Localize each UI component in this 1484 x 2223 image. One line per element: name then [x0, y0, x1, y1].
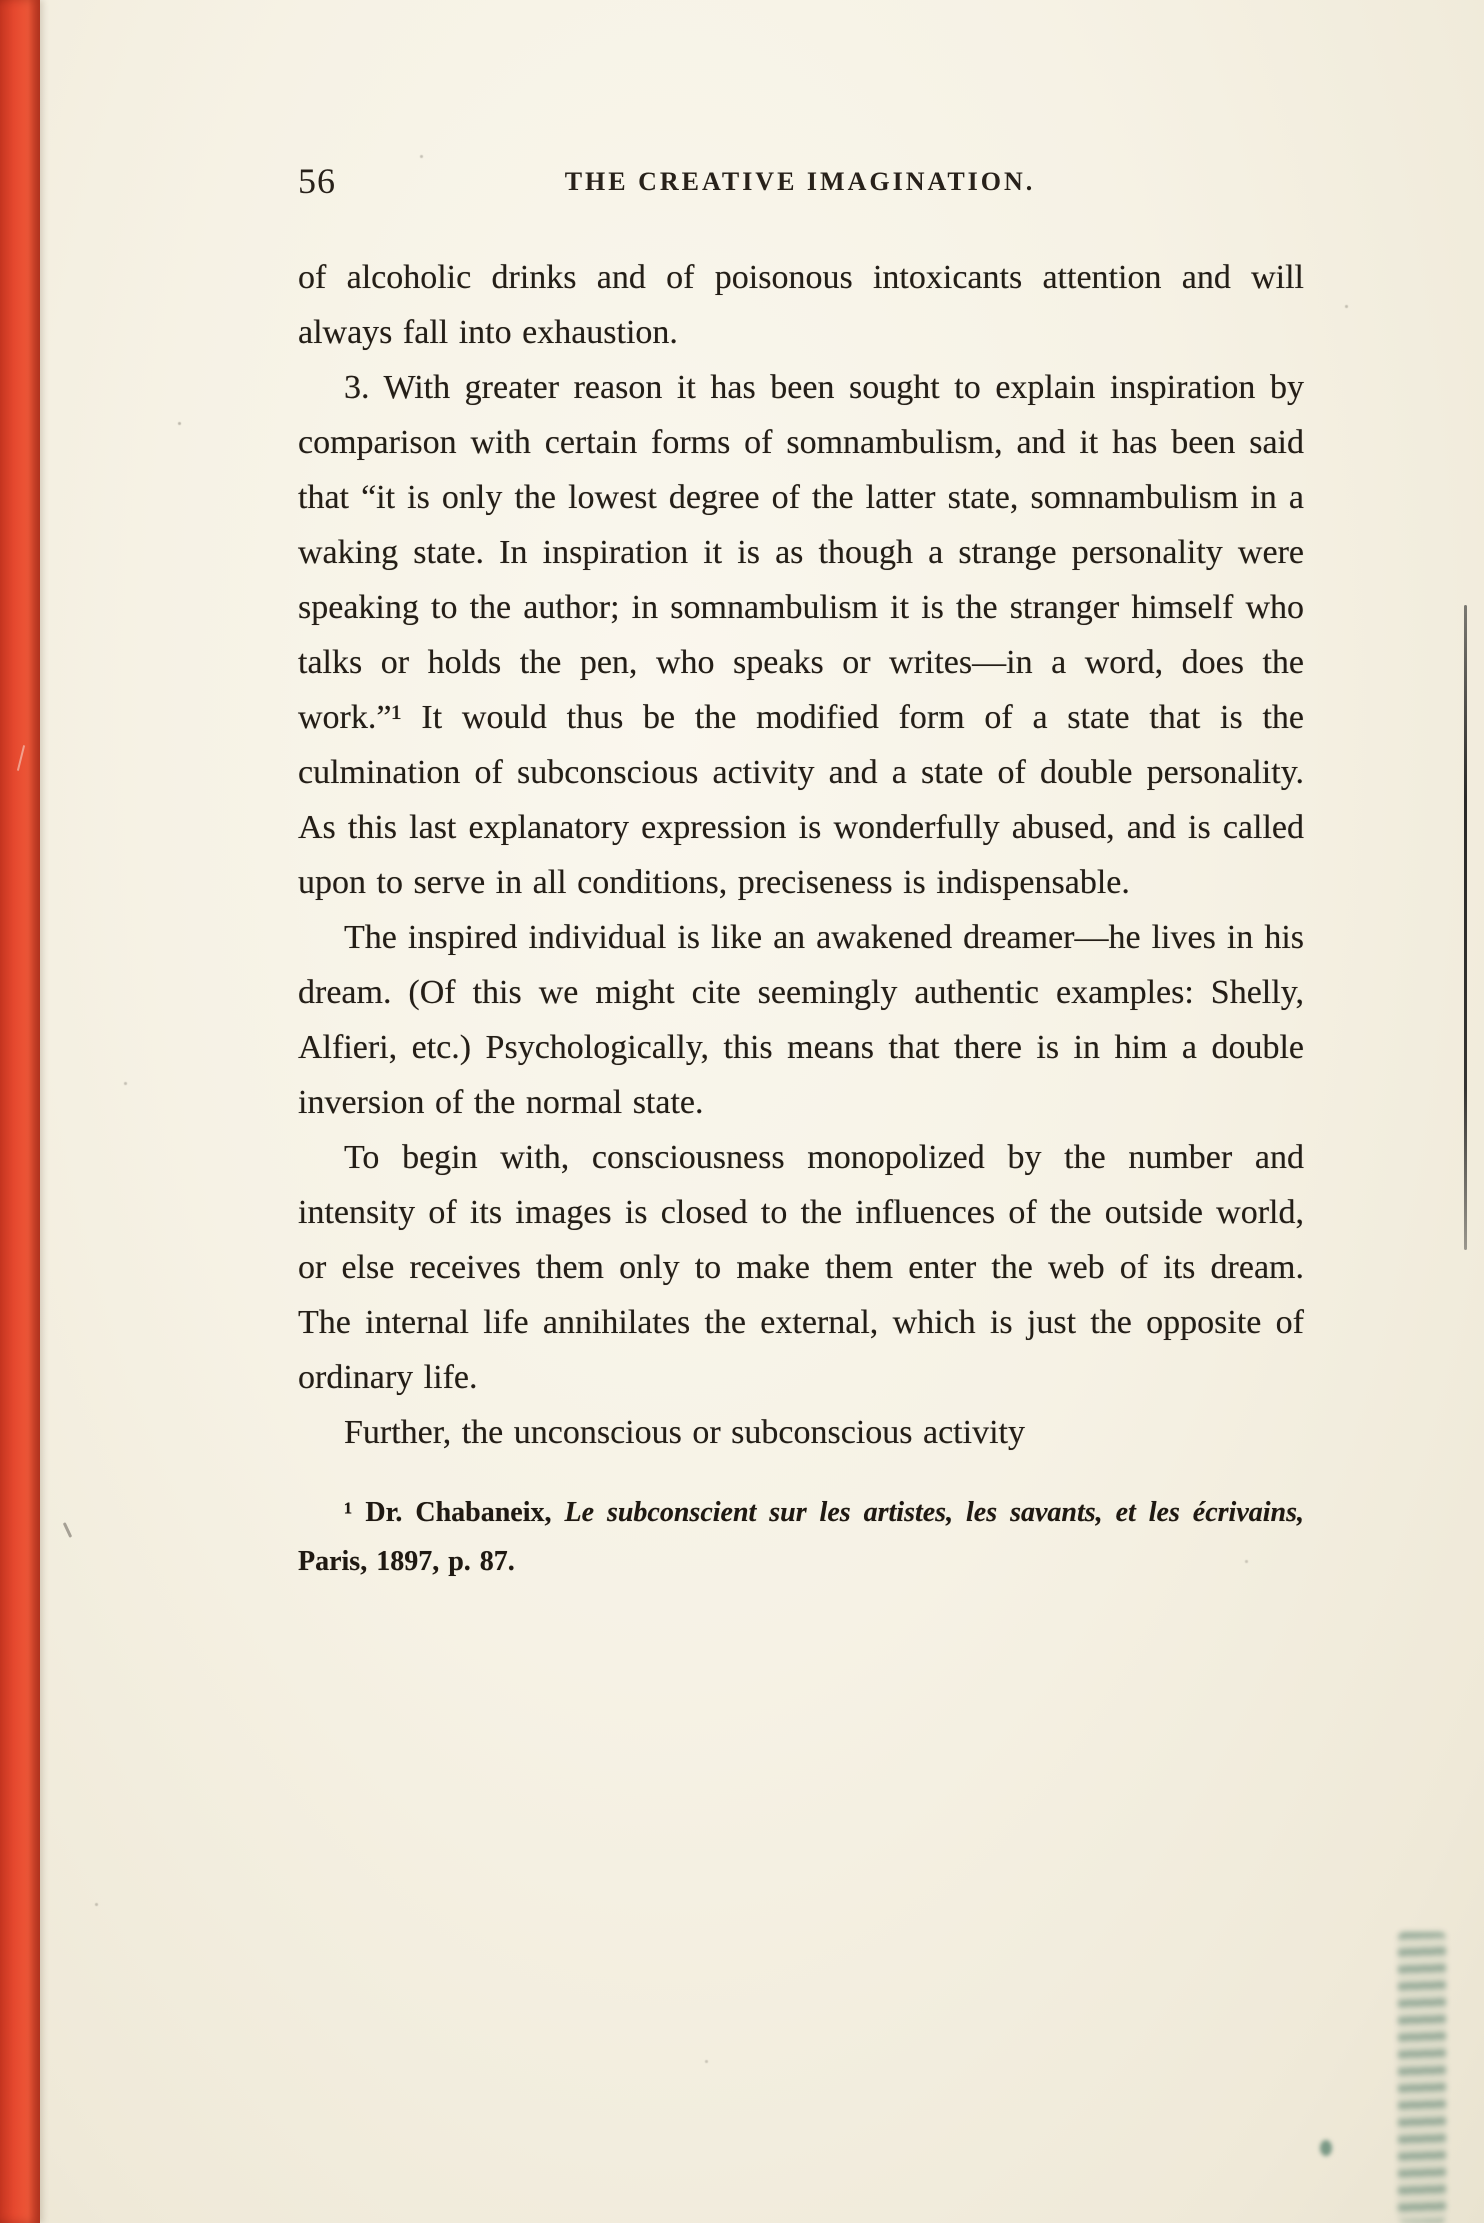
- footnote-publication: Paris, 1897, p. 87.: [298, 1546, 515, 1577]
- page-number: 56: [298, 161, 336, 201]
- body-text: [298, 250, 1304, 1586]
- paper-speckles: [0, 0, 3, 3]
- paragraph: Further, the unconscious or subconscious activity: [344, 1414, 1025, 1451]
- running-header: THE CREATIVE IMAGINATION.: [564, 167, 1036, 196]
- page-header: [298, 160, 1302, 206]
- paragraph-continuation: of alcoholic drinks and of poisonous intoxicants attention and will always fall into exhaustion.: [298, 259, 1304, 351]
- paragraph: The inspired individual is like an awakened dreamer—he lives in his dream. (Of this we might cite seemingly authentic examples: Shelly, Alfieri, etc.) Psychologically, this means that there is in him a double inversion of the normal state.: [298, 919, 1304, 1121]
- paragraph: To begin with, consciousness monopolized by the number and intensity of its images is closed to the influences of the outside world, or else receives them only to make them enter the web of its dream. The internal life annihilates the external, which is just the opposite of ordinary life.: [298, 1139, 1304, 1396]
- footnote: [298, 1488, 1304, 1586]
- paragraph: 3. With greater reason it has been sought to explain inspiration by comparison with certain forms of somnambulism, and it has been said that “it is only the lowest degree of the latter state, somnambulism in a waking state. In inspiration it is as though a strange personality were speaking to the author; in somnambulism it is the stranger himself who talks or holds the pen, who speaks or writes—in a word, does the work.”¹ It would thus be the modified form of a state that is the culmination of subconscious activity and a state of double personality. As this last explanatory expression is wonderfully abused, and is called upon to serve in all conditions, preciseness is indispensable.: [298, 369, 1304, 901]
- footnote-title: Le subconscient sur les artistes, les savants, et les écrivains,: [564, 1497, 1304, 1528]
- scan-stain-dot: [1320, 2140, 1332, 2156]
- binding-stripe: [0, 0, 40, 2223]
- footnote-author: ¹ Dr. Chabaneix,: [344, 1497, 552, 1528]
- scan-line-artifact: [1464, 605, 1467, 1250]
- scan-stain-artifact: [1398, 1932, 1446, 2223]
